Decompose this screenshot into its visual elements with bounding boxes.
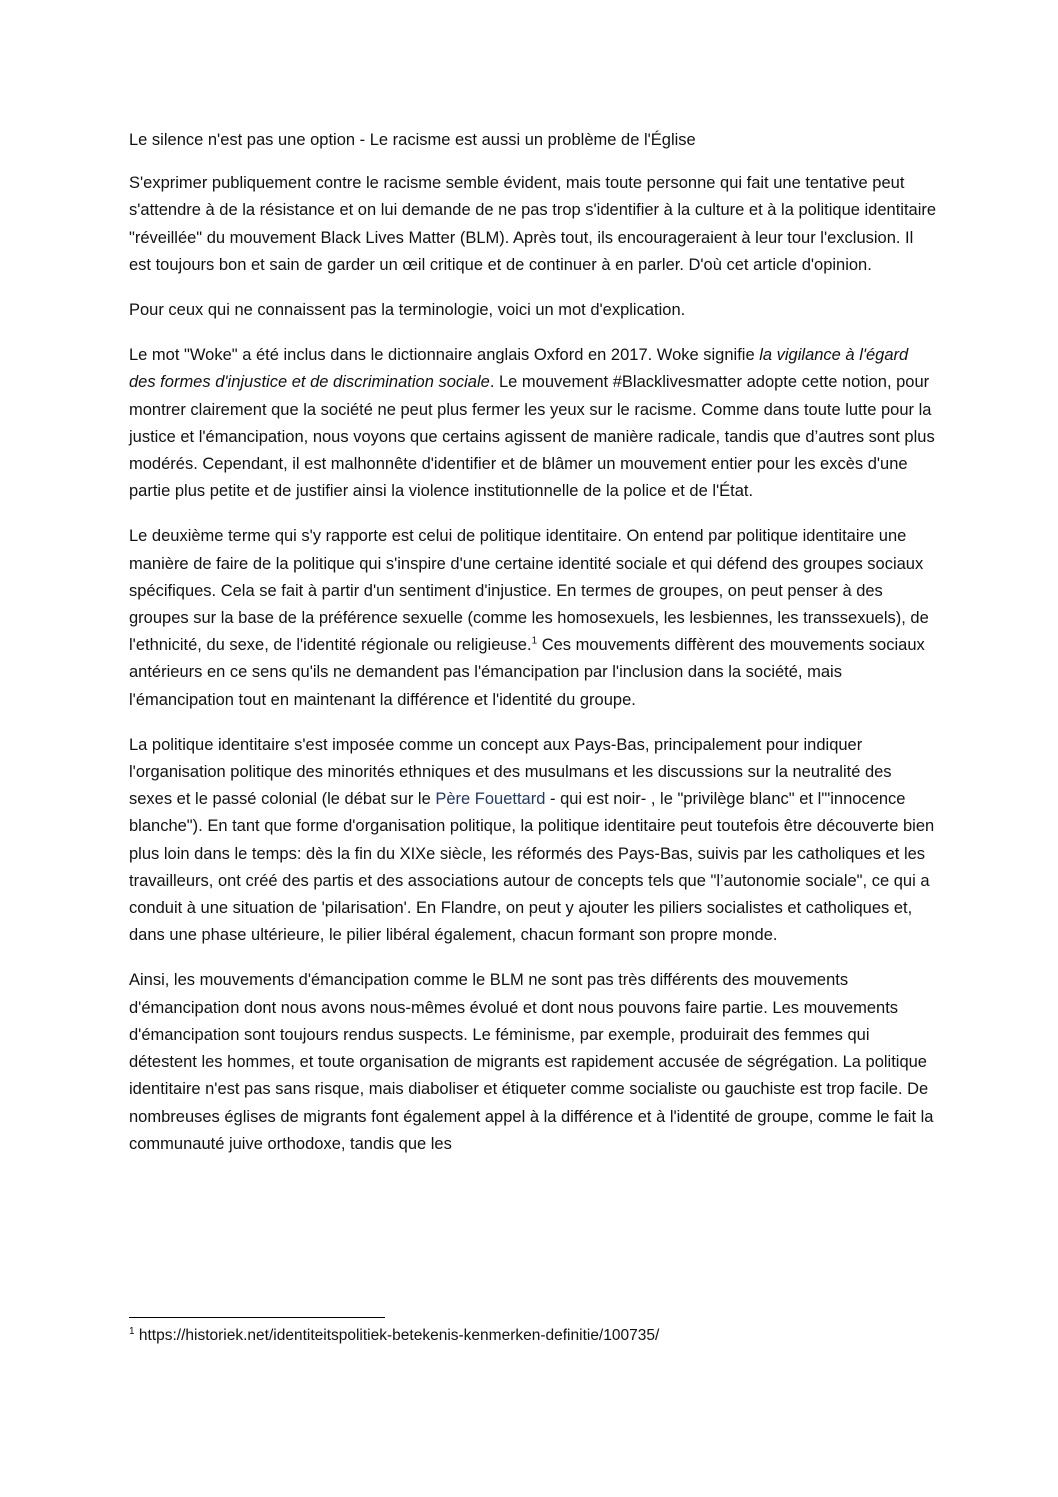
paragraph-4 <box>129 523 937 713</box>
paragraph-3-text-b: . Le mouvement #Blacklivesmatter adopte cette notion, pour montrer clairement que la société ne peut plus fermer les yeux sur le racisme. Comme dans toute lutte pour la justice et l'émancipation, nous voyons que certains agissent de manière radicale, tandis que d’autres sont plus modérés. Cependant, il est malhonnête d'identifier et de blâmer un mouvement entier pour les excès d'une partie plus petite et de justifier ainsi la violence institutionnelle de la police et de l'État. <box>129 373 935 501</box>
article-body <box>129 127 937 1176</box>
paragraph-1: S'exprimer publiquement contre le racisme semble évident, mais toute personne qui fait une tentative peut s'attendre à de la résistance et on lui demande de ne pas trop s'identifier à la culture et à la politique identitaire "réveillée" du mouvement Black Lives Matter (BLM). Après tout, ils encourageraient à leur tour l'exclusion. Il est toujours bon et sain de garder un œil critique et de continuer à en parler. D'où cet article d'opinion. <box>129 174 937 274</box>
paragraph-2: Pour ceux qui ne connaissent pas la terminologie, voici un mot d'explication. <box>129 301 686 320</box>
paragraph-3 <box>129 342 937 505</box>
paragraph-4-text-a: Le deuxième terme qui s'y rapporte est celui de politique identitaire. On entend par politique identitaire une manière de faire de la politique qui s'inspire d'une certaine identité sociale et qui défend des groupes sociaux spécifiques. Cela se fait à partir d'un sentiment d'injustice. En termes de groupes, on peut penser à des groupes sur la base de la préférence sexuelle (comme les homosexuels, les lesbiennes, les transsexuels), de l'ethnicité, du sexe, de l'identité régionale ou religieuse. <box>129 527 929 655</box>
paragraph-5 <box>129 732 937 950</box>
paragraph-6: Ainsi, les mouvements d'émancipation comme le BLM ne sont pas très différents des mouvements d'émancipation dont nous avons nous-mêmes évolué et dont nous pouvons faire partie. Les mouvements d'émancipation sont toujours rendus suspects. Le féminisme, par exemple, produirait des femmes qui détestent les hommes, et toute organisation de migrants est rapidement accusée de ségrégation. La politique identitaire n'est pas sans risque, mais diaboliser et étiqueter comme socialiste ou gauchiste est trop facile. De nombreuses églises de migrants font également appel à la différence et à l'identité de groupe, comme le fait la communauté juive orthodoxe, tandis que les <box>129 971 934 1153</box>
footnote-url[interactable]: https://historiek.net/identiteitspolitiek-betekenis-kenmerken-definitie/100735/ <box>134 1327 660 1344</box>
footnote-divider <box>129 1317 385 1318</box>
footnote <box>129 1325 937 1347</box>
pere-fouettard-link[interactable]: Père Fouettard <box>435 790 546 809</box>
woke-definition-italic: la vigilance à l'égard des formes d'injustice et de discrimination sociale <box>129 346 909 392</box>
footnote-number: 1 <box>129 1325 135 1337</box>
paragraph-5-text-b: - qui est noir- , le "privilège blanc" et l'"innocence blanche"). En tant que forme d'organisation politique, la politique identitaire peut toutefois être découverte bien plus loin dans le temps: dès la fin du XIXe siècle, les réformés des Pays-Bas, suivis par les catholiques et les travailleurs, ont créé des partis et des associations autour de concepts tels que "l’autonomie sociale", ce qui a conduit à une situation de 'pilarisation'. En Flandre, on peut y ajouter les piliers socialistes et catholiques et, dans une phase ultérieure, le pilier libéral également, chacun formant son propre monde. <box>129 790 935 945</box>
paragraph-3-text-a: Le mot "Woke" a été inclus dans le dictionnaire anglais Oxford en 2017. Woke signifie <box>129 346 760 365</box>
footnote-reference[interactable]: 1 <box>531 635 538 647</box>
article-title: Le silence n'est pas une option - Le racisme est aussi un problème de l'Église <box>129 131 696 149</box>
paragraph-4-text-b: Ces mouvements diffèrent des mouvements sociaux antérieurs en ce sens qu'ils ne demandent pas l'émancipation par l'inclusion dans la société, mais l'émancipation tout en maintenant la différence et l'identité du groupe. <box>129 636 925 709</box>
paragraph-5-text-a: La politique identitaire s'est imposée comme un concept aux Pays-Bas, principalement pour indiquer l'organisation politique des minorités ethniques et des musulmans et les discussions sur la neutralité des sexes et le passé colonial (le débat sur le <box>129 735 892 809</box>
